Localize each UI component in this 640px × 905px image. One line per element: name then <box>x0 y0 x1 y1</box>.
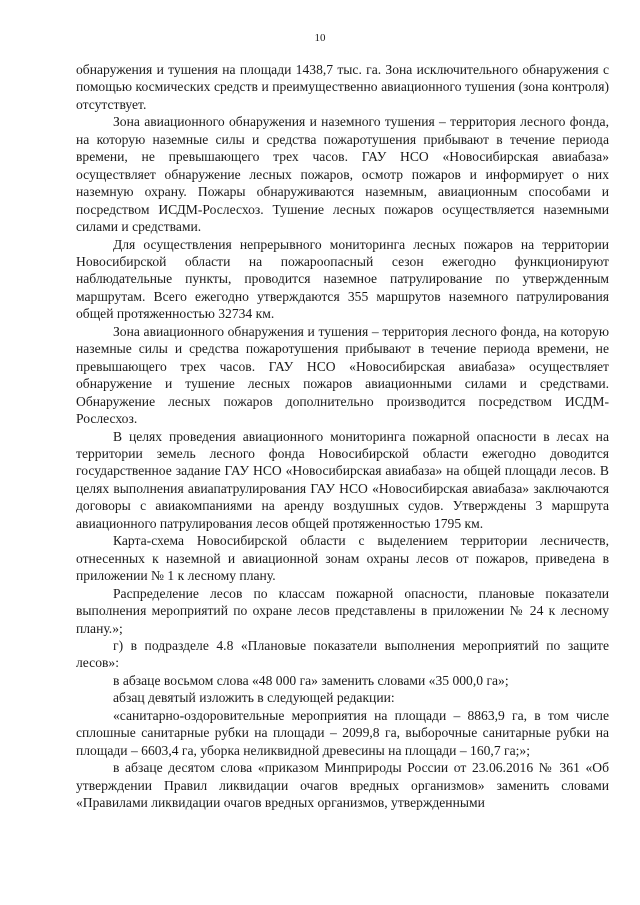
paragraph: Зона авиационного обнаружения и наземного тушения – территория лесного фонда, на которую наземные силы и средства пожаротушения прибывают в течение периода времени, не превышающего трех часов. ГАУ НСО «Новосибирская авиабаза» осуществляет обнаружение лесных пожаров, осмотр пожаров и информирует о них наземную охрану. Пожары обнаруживаются наземным, авиационным способами и посредством ИСДМ-Рослесхоз. Тушение лесных пожаров осуществляется наземными силами и средствами. <box>76 114 609 235</box>
paragraph: Распределение лесов по классам пожарной опасности, плановые показатели выполнения мероприятий по охране лесов представлены в приложении № 24 к лесному плану.»; <box>76 585 609 636</box>
paragraph: «санитарно-оздоровительные мероприятия на площади – 8863,9 га, в том числе сплошные санитарные рубки на площади – 2099,8 га, выборочные санитарные рубки на площади – 6603,4 га, уборка неликвидной древесины на площади – 160,7 га;»; <box>76 707 609 758</box>
paragraph: в абзаце десятом слова «приказом Минприроды России от 23.06.2016 № 361 «Об утверждении Правил ликвидации очагов вредных организмов» заменить словами «Правилами ликвидации очагов вредных организмов, утвержденными <box>76 760 609 811</box>
paragraph: в абзаце восьмом слова «48 000 га» заменить словами «35 000,0 га»; <box>113 672 509 688</box>
paragraph: Карта-схема Новосибирской области с выделением территории лесничеств, отнесенных к наземной и авиационной зонам охраны лесов от пожаров, приведена в приложении № 1 к лесному плану. <box>76 533 609 584</box>
paragraph: Зона авиационного обнаружения и тушения – территория лесного фонда, на которую наземные силы и средства пожаротушения прибывают в течение периода времени, не превышающего трех часов. ГАУ НСО «Новосибирская авиабаза» осуществляет обнаружение и тушение лесных пожаров авиационными силами и средствами. Обнаружение лесных пожаров дополнительно производится посредством ИСДМ-Рослесхоз. <box>76 323 609 427</box>
page-number: 10 <box>314 32 326 44</box>
paragraph: г) в подразделе 4.8 «Плановые показатели выполнения мероприятий по защите лесов»: <box>76 637 609 671</box>
document-body <box>76 61 609 811</box>
paragraph: Для осуществления непрерывного мониторинга лесных пожаров на территории Новосибирской области на пожароопасный сезон ежегодно функционируют наблюдательные пункты, проводится наземное патрулирование по утвержденным маршрутам. Всего ежегодно утверждаются 355 маршрутов наземного патрулирования общей протяженностью 32734 км. <box>76 236 609 322</box>
paragraph: В целях проведения авиационного мониторинга пожарной опасности в лесах на территории земель лесного фонда Новосибирской области ежегодно доводится государственное задание ГАУ НСО «Новосибирская авиабаза» на общей площади лесов. В целях выполнения авиапатрулирования ГАУ НСО «Новосибирская авиабаза» заключаются договоры с авиакомпаниями на аренду воздушных судов. Утверждены 3 маршрута авиационного патрулирования лесов общей протяженностью 1795 км. <box>76 428 609 531</box>
paragraph: абзац девятый изложить в следующей редакции: <box>113 690 395 706</box>
paragraph: обнаружения и тушения на площади 1438,7 тыс. га. Зона исключительного обнаружения с помощью космических средств и преимущественно авиационного тушения (зона контроля) отсутствует. <box>76 62 609 112</box>
